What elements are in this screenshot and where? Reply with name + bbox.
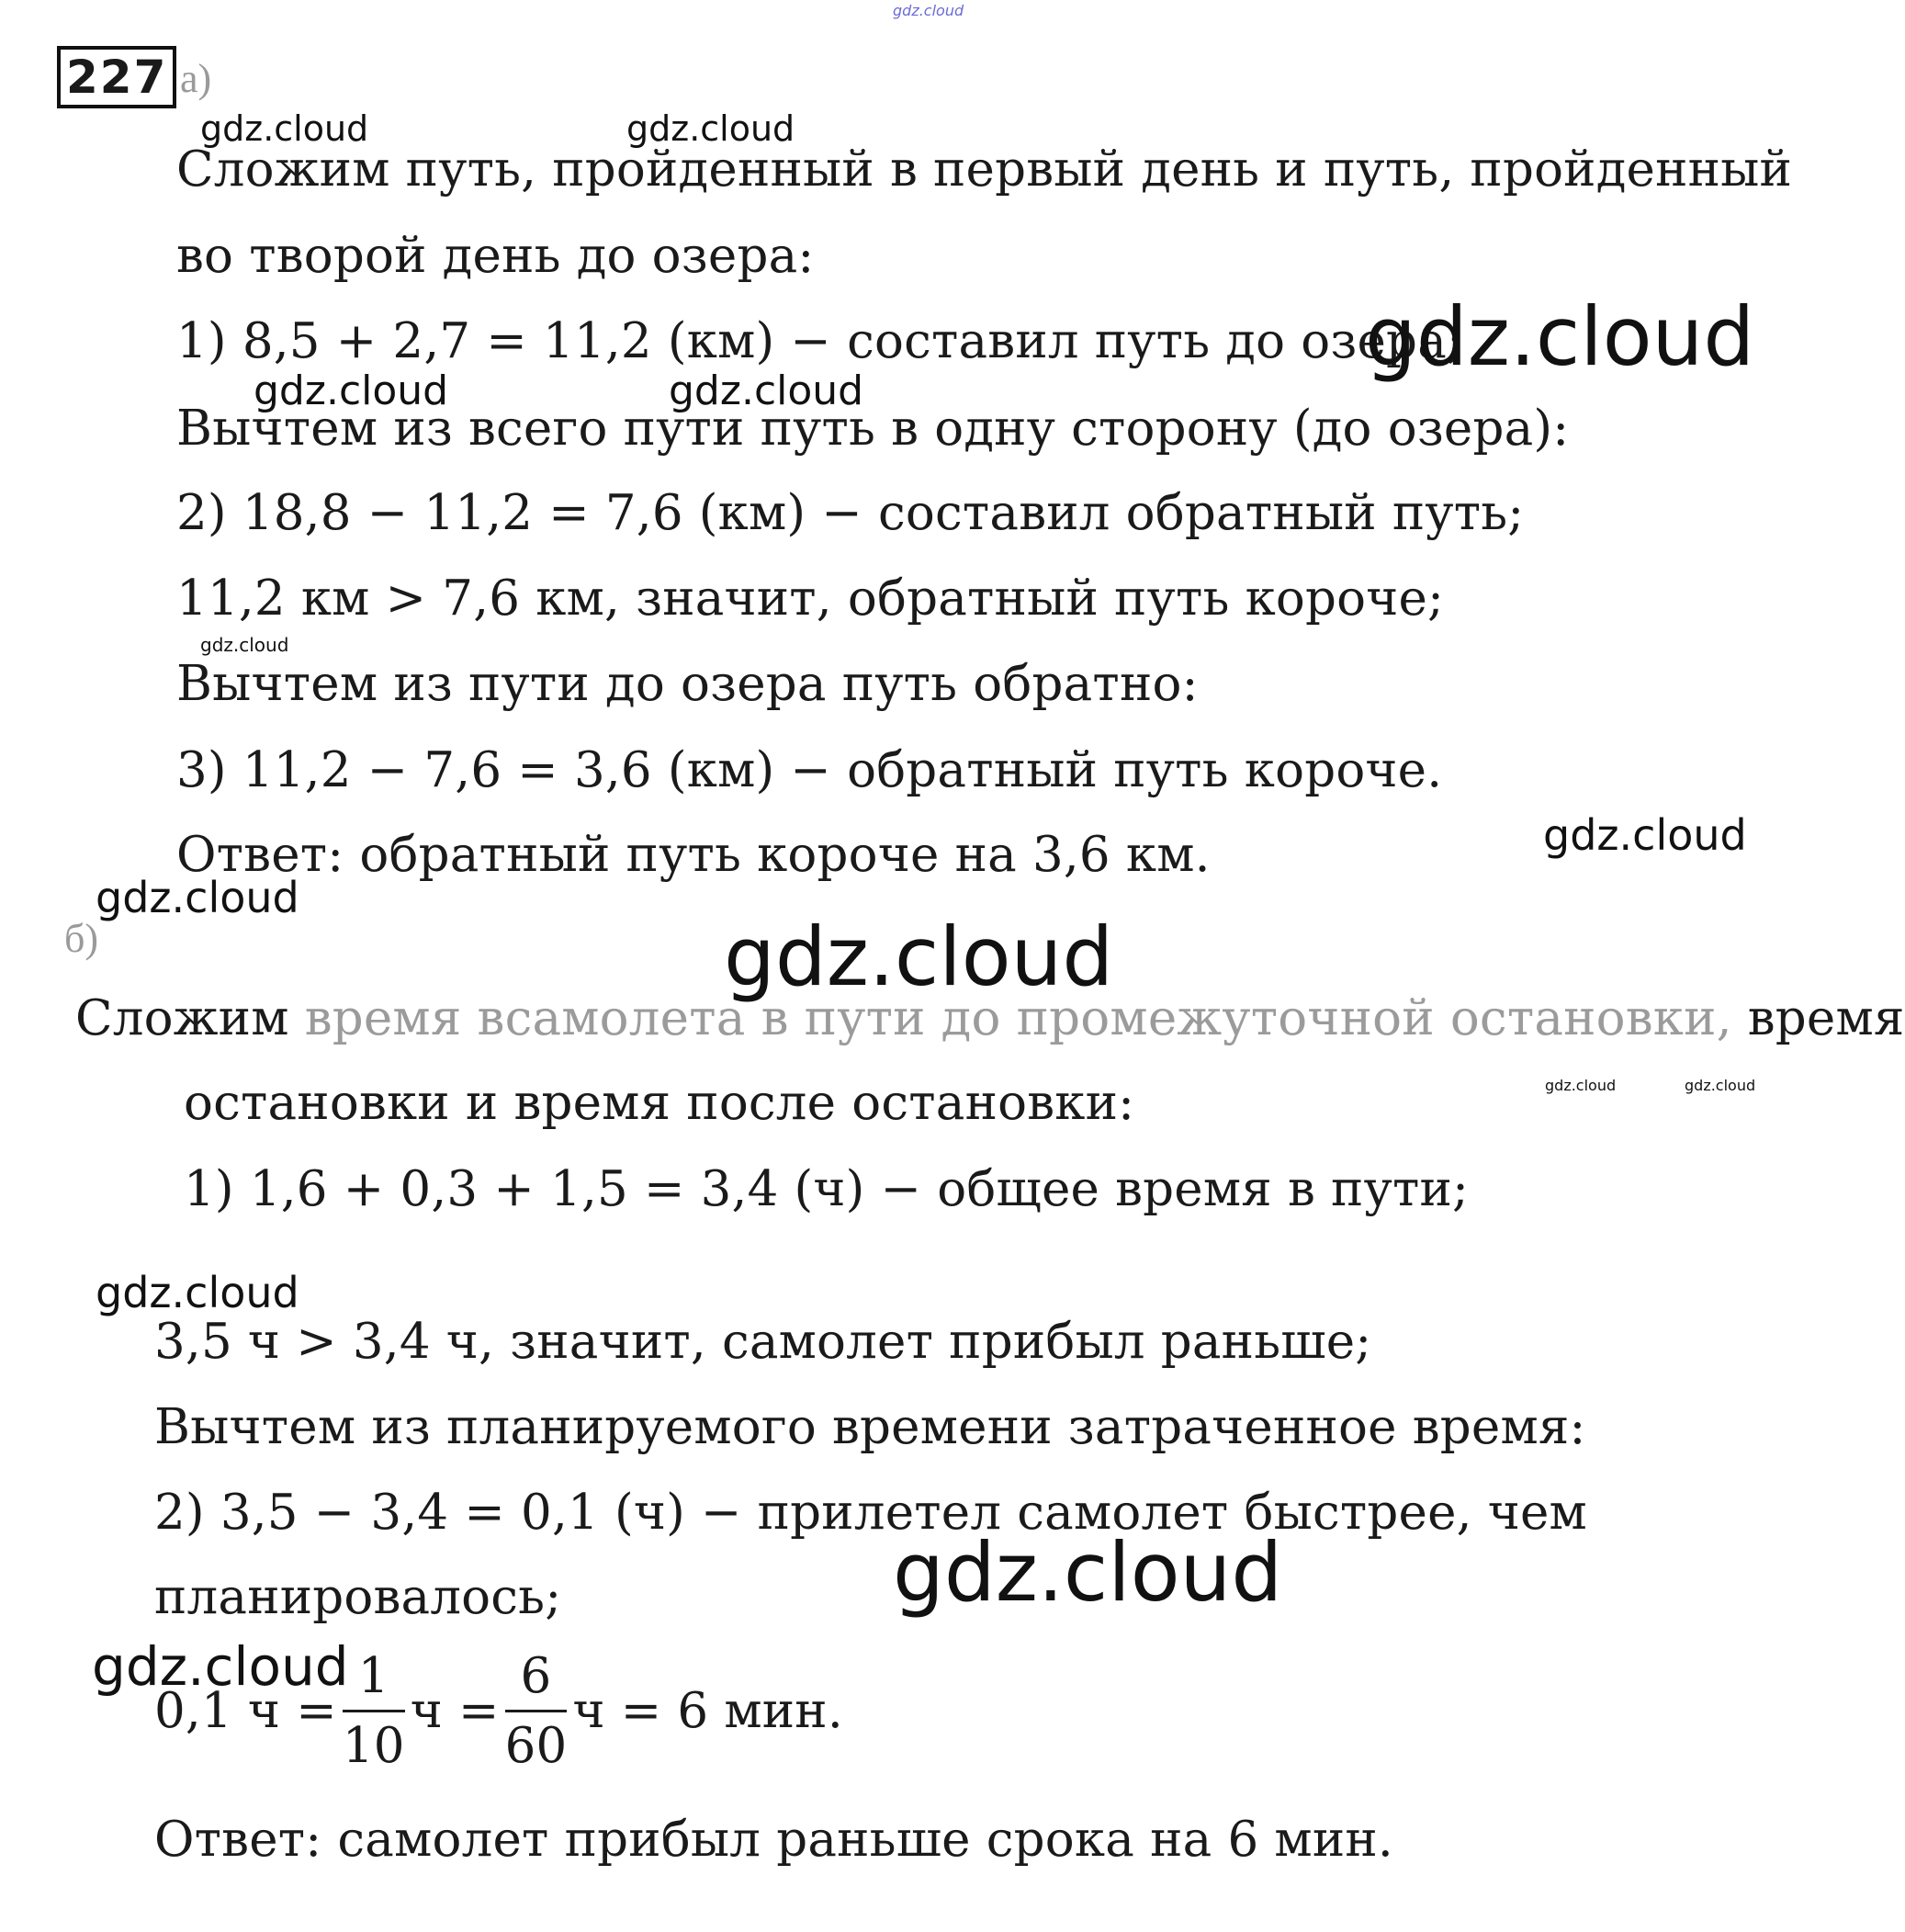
fraction-line-end: ч = 6 мин. xyxy=(572,1683,843,1739)
part-a-line-5: 2) 18,8 − 11,2 = 7,6 (км) − составил обратный путь; xyxy=(176,485,1525,541)
part-b-line-1-start: Сложим xyxy=(75,990,305,1046)
watermark: gdz.cloud xyxy=(200,634,289,656)
part-b-line-2: остановки и время после остановки: xyxy=(184,1075,1135,1131)
part-b-line-1-faded: время всамолета в пути до промежуточной остановки, xyxy=(304,990,1732,1046)
watermark: gdz.cloud xyxy=(1545,1077,1617,1094)
watermark: gdz.cloud xyxy=(626,108,795,149)
watermark: gdz.cloud xyxy=(893,1525,1283,1620)
part-b-label: б) xyxy=(64,916,99,961)
part-b-line-4: 3,5 ч > 3,4 ч, значит, самолет прибыл раньше; xyxy=(154,1314,1372,1370)
watermark: gdz.cloud xyxy=(254,367,449,414)
watermark: gdz.cloud xyxy=(1685,1077,1756,1094)
watermark: gdz.cloud xyxy=(200,108,369,149)
part-b-line-1-end: время xyxy=(1731,990,1905,1046)
part-b-line-3: 1) 1,6 + 0,3 + 1,5 = 3,4 (ч) − общее время в пути; xyxy=(184,1161,1470,1217)
fraction-1-denominator: 10 xyxy=(342,1718,405,1774)
part-a-answer: Ответ: обратный путь короче на 3,6 км. xyxy=(176,827,1211,883)
part-b-answer: Ответ: самолет прибыл раньше срока на 6 мин. xyxy=(154,1812,1393,1868)
part-a-label: а) xyxy=(180,56,212,101)
part-a-line-7: Вычтем из пути до озера путь обратно: xyxy=(176,656,1199,712)
fraction-1-bar xyxy=(343,1710,405,1712)
fraction-2-bar xyxy=(505,1710,568,1712)
watermark: gdz.cloud xyxy=(724,910,1114,1004)
part-a-line-1: Сложим путь, пройденный в первый день и путь, пройденный xyxy=(176,141,1793,198)
part-b-line-5: Вычтем из планируемого времени затраченное время: xyxy=(154,1399,1586,1455)
part-a-line-3: 1) 8,5 + 2,7 = 11,2 (км) − составил путь до озера; xyxy=(176,313,1464,369)
watermark: gdz.cloud xyxy=(669,367,864,414)
fraction-1-numerator: 1 xyxy=(357,1648,389,1704)
part-a-line-8: 3) 11,2 − 7,6 = 3,6 (км) − обратный путь короче. xyxy=(176,742,1443,798)
top-watermark: gdz.cloud xyxy=(893,2,964,19)
watermark: gdz.cloud xyxy=(96,1268,299,1317)
fraction-1-10 xyxy=(342,1648,405,1774)
part-b-line-7: планировалось; xyxy=(154,1569,562,1625)
watermark: gdz.cloud xyxy=(1365,289,1755,384)
watermark: gdz.cloud xyxy=(96,873,299,922)
fraction-2-denominator: 60 xyxy=(504,1718,568,1774)
part-b-line-6: 2) 3,5 − 3,4 = 0,1 (ч) − прилетел самолет быстрее, чем xyxy=(154,1485,1587,1541)
fraction-6-60 xyxy=(504,1648,568,1774)
fraction-line-start: 0,1 ч = xyxy=(154,1683,337,1739)
watermark: gdz.cloud xyxy=(1543,810,1747,860)
watermark: gdz.cloud xyxy=(92,1635,349,1698)
part-a-line-2: во творой день до озера: xyxy=(176,228,815,284)
problem-number: 227 xyxy=(57,46,176,108)
part-a-line-4: Вычтем из всего пути путь в одну сторону (до озера): xyxy=(176,401,1570,457)
part-a-line-6: 11,2 км > 7,6 км, значит, обратный путь короче; xyxy=(176,571,1445,627)
fraction-line-mid: ч = xyxy=(410,1683,500,1739)
fraction-2-numerator: 6 xyxy=(520,1648,552,1704)
